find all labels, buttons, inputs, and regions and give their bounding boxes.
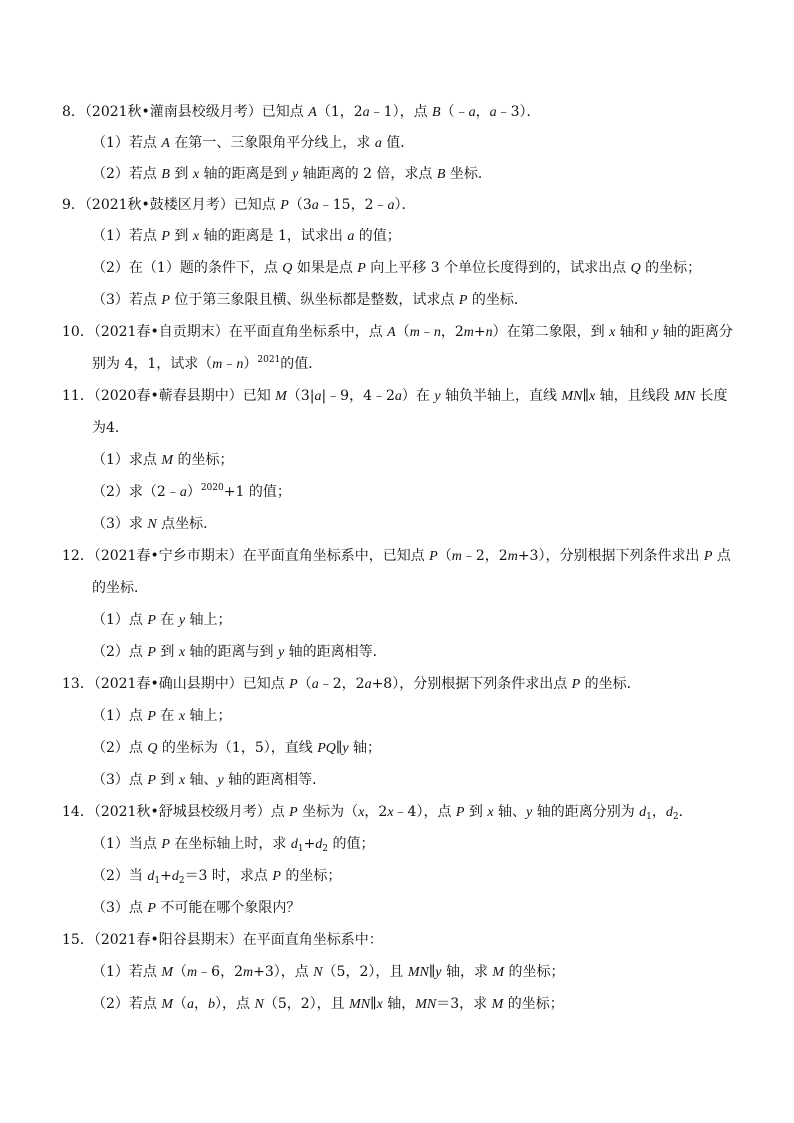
problem-10-stem-cont: 别为 4，1，试求（m﹣n）$^{2021}$的值． bbox=[92, 355, 323, 372]
problem-11-part-2: （2）求（2﹣a）$^{2020}$+1 的值； bbox=[92, 483, 291, 500]
problem-12-stem: 12．（2021春•宁乡市期末）在平面直角坐标系中，已知点 P（m﹣2，2m+3），分别根据下列条件求出 P 点 bbox=[62, 548, 731, 564]
problem-14-stem: 14．（2021秋•舒城县校级月考）点 P 坐标为（x，2x﹣4），点 P 到 x 轴、y 轴的距离分别为 $d_1$，$d_2$． bbox=[62, 804, 693, 822]
problem-9-stem: 9．（2021秋•鼓楼区月考）已知点 P（3a﹣15，2﹣a）． bbox=[62, 197, 416, 213]
problem-12-part-2: （2）点 P 到 x 轴的距离与到 y 轴的距离相等． bbox=[92, 644, 387, 660]
problem-12-part-1: （1）点 P 在 y 轴上； bbox=[92, 612, 232, 628]
problem-8-stem: 8．（2021秋•灌南县校级月考）已知点 A（1，2a﹣1），点 B（﹣a，a﹣3）． bbox=[62, 104, 541, 120]
problem-15-part-2: （2）若点 M（a，b），点 N（5，2），且 MN∥x 轴，MN＝3，求 M 的坐标； bbox=[92, 996, 564, 1012]
problem-13-part-1: （1）点 P 在 x 轴上； bbox=[92, 708, 232, 724]
problem-14-part-3: （3）点 P 不可能在哪个象限内？ bbox=[92, 900, 301, 916]
problem-12-stem-cont: 的坐标． bbox=[92, 580, 148, 596]
problem-9-part-3: （3）若点 P 位于第三象限且横、纵坐标都是整数，试求点 P 的坐标． bbox=[92, 292, 528, 308]
problem-13-part-3: （3）点 P 到 x 轴、y 轴的距离相等． bbox=[92, 772, 327, 788]
problem-15-stem: 15．（2021春•阳谷县期末）在平面直角坐标系中： bbox=[62, 932, 383, 948]
problem-11-stem: 11．（2020春•蕲春县期中）已知 M（3|a|﹣9，4﹣2a）在 y 轴负半轴上，直线 MN∥x 轴，且线段 MN 长度 bbox=[62, 388, 728, 404]
problem-11-stem-cont: 为4． bbox=[92, 420, 129, 436]
problem-8-part-1: （1）若点 A 在第一、三象限角平分线上，求 a 值． bbox=[92, 135, 415, 151]
problem-10-stem: 10．（2021春•自贡期末）在平面直角坐标系中，点 A（m﹣n，2m+n）在第二象限，到 x 轴和 y 轴的距离分 bbox=[62, 324, 733, 340]
problem-11-part-1: （1）求点 M 的坐标； bbox=[92, 452, 234, 468]
problem-9-part-2: （2）在（1）题的条件下，点 Q 如果是点 P 向上平移 3 个单位长度得到的，试求出点 Q 的坐标； bbox=[92, 260, 702, 276]
problem-13-part-2: （2）点 Q 的坐标为（1，5），直线 PQ∥y 轴； bbox=[92, 740, 382, 756]
problem-14-part-2: （2）当 $d_1+d_2=3$ 时，求点 P 的坐标； bbox=[92, 868, 342, 886]
problem-13-stem: 13．（2021春•确山县期中）已知点 P（a﹣2，2a+8），分别根据下列条件求出点 P 的坐标． bbox=[62, 676, 641, 692]
problem-11-part-3: （3）求 N 点坐标． bbox=[92, 516, 218, 532]
problem-15-part-1: （1）若点 M（m﹣6，2m+3），点 N（5，2），且 MN∥y 轴，求 M 的坐标； bbox=[92, 964, 565, 980]
problem-14-part-1: （1）当点 P 在坐标轴上时，求 $d_1+d_2$ 的值； bbox=[92, 836, 375, 854]
problem-9-part-1: （1）若点 P 到 x 轴的距离是 1，试求出 a 的值； bbox=[92, 228, 401, 244]
problem-8-part-2: （2）若点 B 到 x 轴的距离是到 y 轴距离的 2 倍，求点 B 坐标． bbox=[92, 166, 492, 182]
